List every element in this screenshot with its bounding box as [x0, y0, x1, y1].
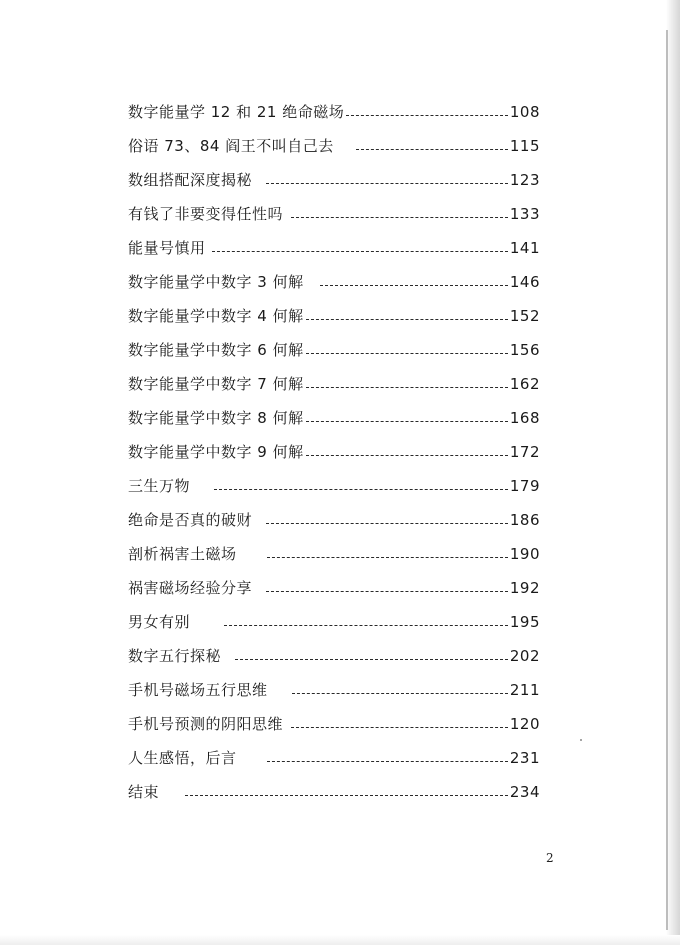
toc-entry-page: 172 — [509, 443, 540, 461]
toc-leader-dots — [306, 421, 508, 422]
page-bottom-edge — [0, 935, 680, 945]
toc-entry-title: 祸害磁场经验分享 — [128, 579, 253, 597]
toc-entry-title: 结束 — [128, 783, 160, 801]
toc-entry-page: 231 — [509, 749, 540, 767]
toc-leader-dots — [212, 251, 508, 252]
toc-entry — [128, 202, 540, 224]
toc-entry — [128, 474, 540, 496]
toc-entry-title: 剖析祸害土磁场 — [128, 545, 237, 563]
toc-leader-dots — [356, 149, 508, 150]
toc-entry-page: 202 — [509, 647, 540, 665]
toc-entry-page: 146 — [509, 273, 540, 291]
toc-entry-title: 数字能量学中数字 7 何解 — [128, 375, 304, 393]
toc-entry-page: 195 — [509, 613, 540, 631]
toc-entry — [128, 712, 540, 734]
toc-leader-dots — [306, 387, 508, 388]
toc-leader-dots — [224, 625, 508, 626]
toc-leader-dots — [346, 115, 508, 116]
toc-entry — [128, 678, 540, 700]
toc-leader-dots — [267, 557, 508, 558]
toc-entry-title: 男女有别 — [128, 613, 191, 631]
page-number: 2 — [546, 851, 554, 865]
toc-leader-dots — [185, 795, 508, 796]
toc-entry-page: 133 — [509, 205, 540, 223]
scan-speck — [580, 739, 582, 741]
toc-leader-dots — [292, 693, 508, 694]
toc-entry-page: 179 — [509, 477, 540, 495]
toc-entry-page: 115 — [509, 137, 540, 155]
toc-leader-dots — [291, 217, 508, 218]
toc-leader-dots — [320, 285, 508, 286]
toc-leader-dots — [266, 591, 508, 592]
toc-entry — [128, 610, 540, 632]
toc-entry — [128, 168, 540, 190]
toc-entry — [128, 406, 540, 428]
toc-entry-title: 数字能量学 12 和 21 绝命磁场 — [128, 103, 345, 121]
toc-entry — [128, 780, 540, 802]
toc-entry-page: 152 — [509, 307, 540, 325]
toc-entry-title: 绝命是否真的破财 — [128, 511, 253, 529]
toc-leader-dots — [266, 183, 508, 184]
toc-entry-page: 120 — [509, 715, 540, 733]
toc-entry-page: 156 — [509, 341, 540, 359]
toc-entry-title: 数字能量学中数字 6 何解 — [128, 341, 304, 359]
toc-entry — [128, 508, 540, 530]
toc-entry — [128, 542, 540, 564]
toc-entry-title: 手机号预测的阴阳思维 — [128, 715, 284, 733]
toc-entry-title: 人生感悟，后言 — [128, 749, 237, 767]
toc-entry-page: 190 — [509, 545, 540, 563]
toc-entry-title: 数组搭配深度揭秘 — [128, 171, 253, 189]
toc-entry-page: 162 — [509, 375, 540, 393]
toc-entry-title: 数字能量学中数字 9 何解 — [128, 443, 304, 461]
toc-entry-page: 234 — [509, 783, 540, 801]
toc-leader-dots — [267, 761, 508, 762]
toc-entry — [128, 304, 540, 326]
toc-leader-dots — [266, 523, 508, 524]
toc-entry-page: 211 — [509, 681, 540, 699]
toc-leader-dots — [291, 727, 508, 728]
toc-entry-title: 能量号慎用 — [128, 239, 206, 257]
toc-entry-page: 141 — [509, 239, 540, 257]
toc-entry-title: 俗语 73、84 阎王不叫自己去 — [128, 137, 334, 155]
toc-entry-title: 数字五行探秘 — [128, 647, 222, 665]
toc-leader-dots — [306, 319, 508, 320]
toc-entry-page: 186 — [509, 511, 540, 529]
toc-leader-dots — [214, 489, 508, 490]
toc-entry — [128, 134, 540, 156]
toc-entry — [128, 576, 540, 598]
toc-entry-title: 数字能量学中数字 8 何解 — [128, 409, 304, 427]
toc-entry — [128, 372, 540, 394]
toc-entry-page: 123 — [509, 171, 540, 189]
toc-entry-page: 192 — [509, 579, 540, 597]
toc-entry — [128, 440, 540, 462]
toc-entry-title: 手机号磁场五行思维 — [128, 681, 268, 699]
toc-entry-page: 168 — [509, 409, 540, 427]
page-edge-shadow — [666, 30, 668, 930]
toc-entry — [128, 338, 540, 360]
toc-entry — [128, 270, 540, 292]
toc-entry-title: 有钱了非要变得任性吗 — [128, 205, 284, 223]
toc-entry-title: 三生万物 — [128, 477, 191, 495]
toc-entry — [128, 644, 540, 666]
toc-entry — [128, 100, 540, 122]
toc-entry-title: 数字能量学中数字 3 何解 — [128, 273, 304, 291]
toc-leader-dots — [235, 659, 508, 660]
toc-entry-page: 108 — [509, 103, 540, 121]
toc-entry-title: 数字能量学中数字 4 何解 — [128, 307, 304, 325]
toc-entry — [128, 746, 540, 768]
toc-entry — [128, 236, 540, 258]
page-right-edge — [666, 0, 680, 945]
toc-leader-dots — [306, 455, 508, 456]
toc-leader-dots — [306, 353, 508, 354]
